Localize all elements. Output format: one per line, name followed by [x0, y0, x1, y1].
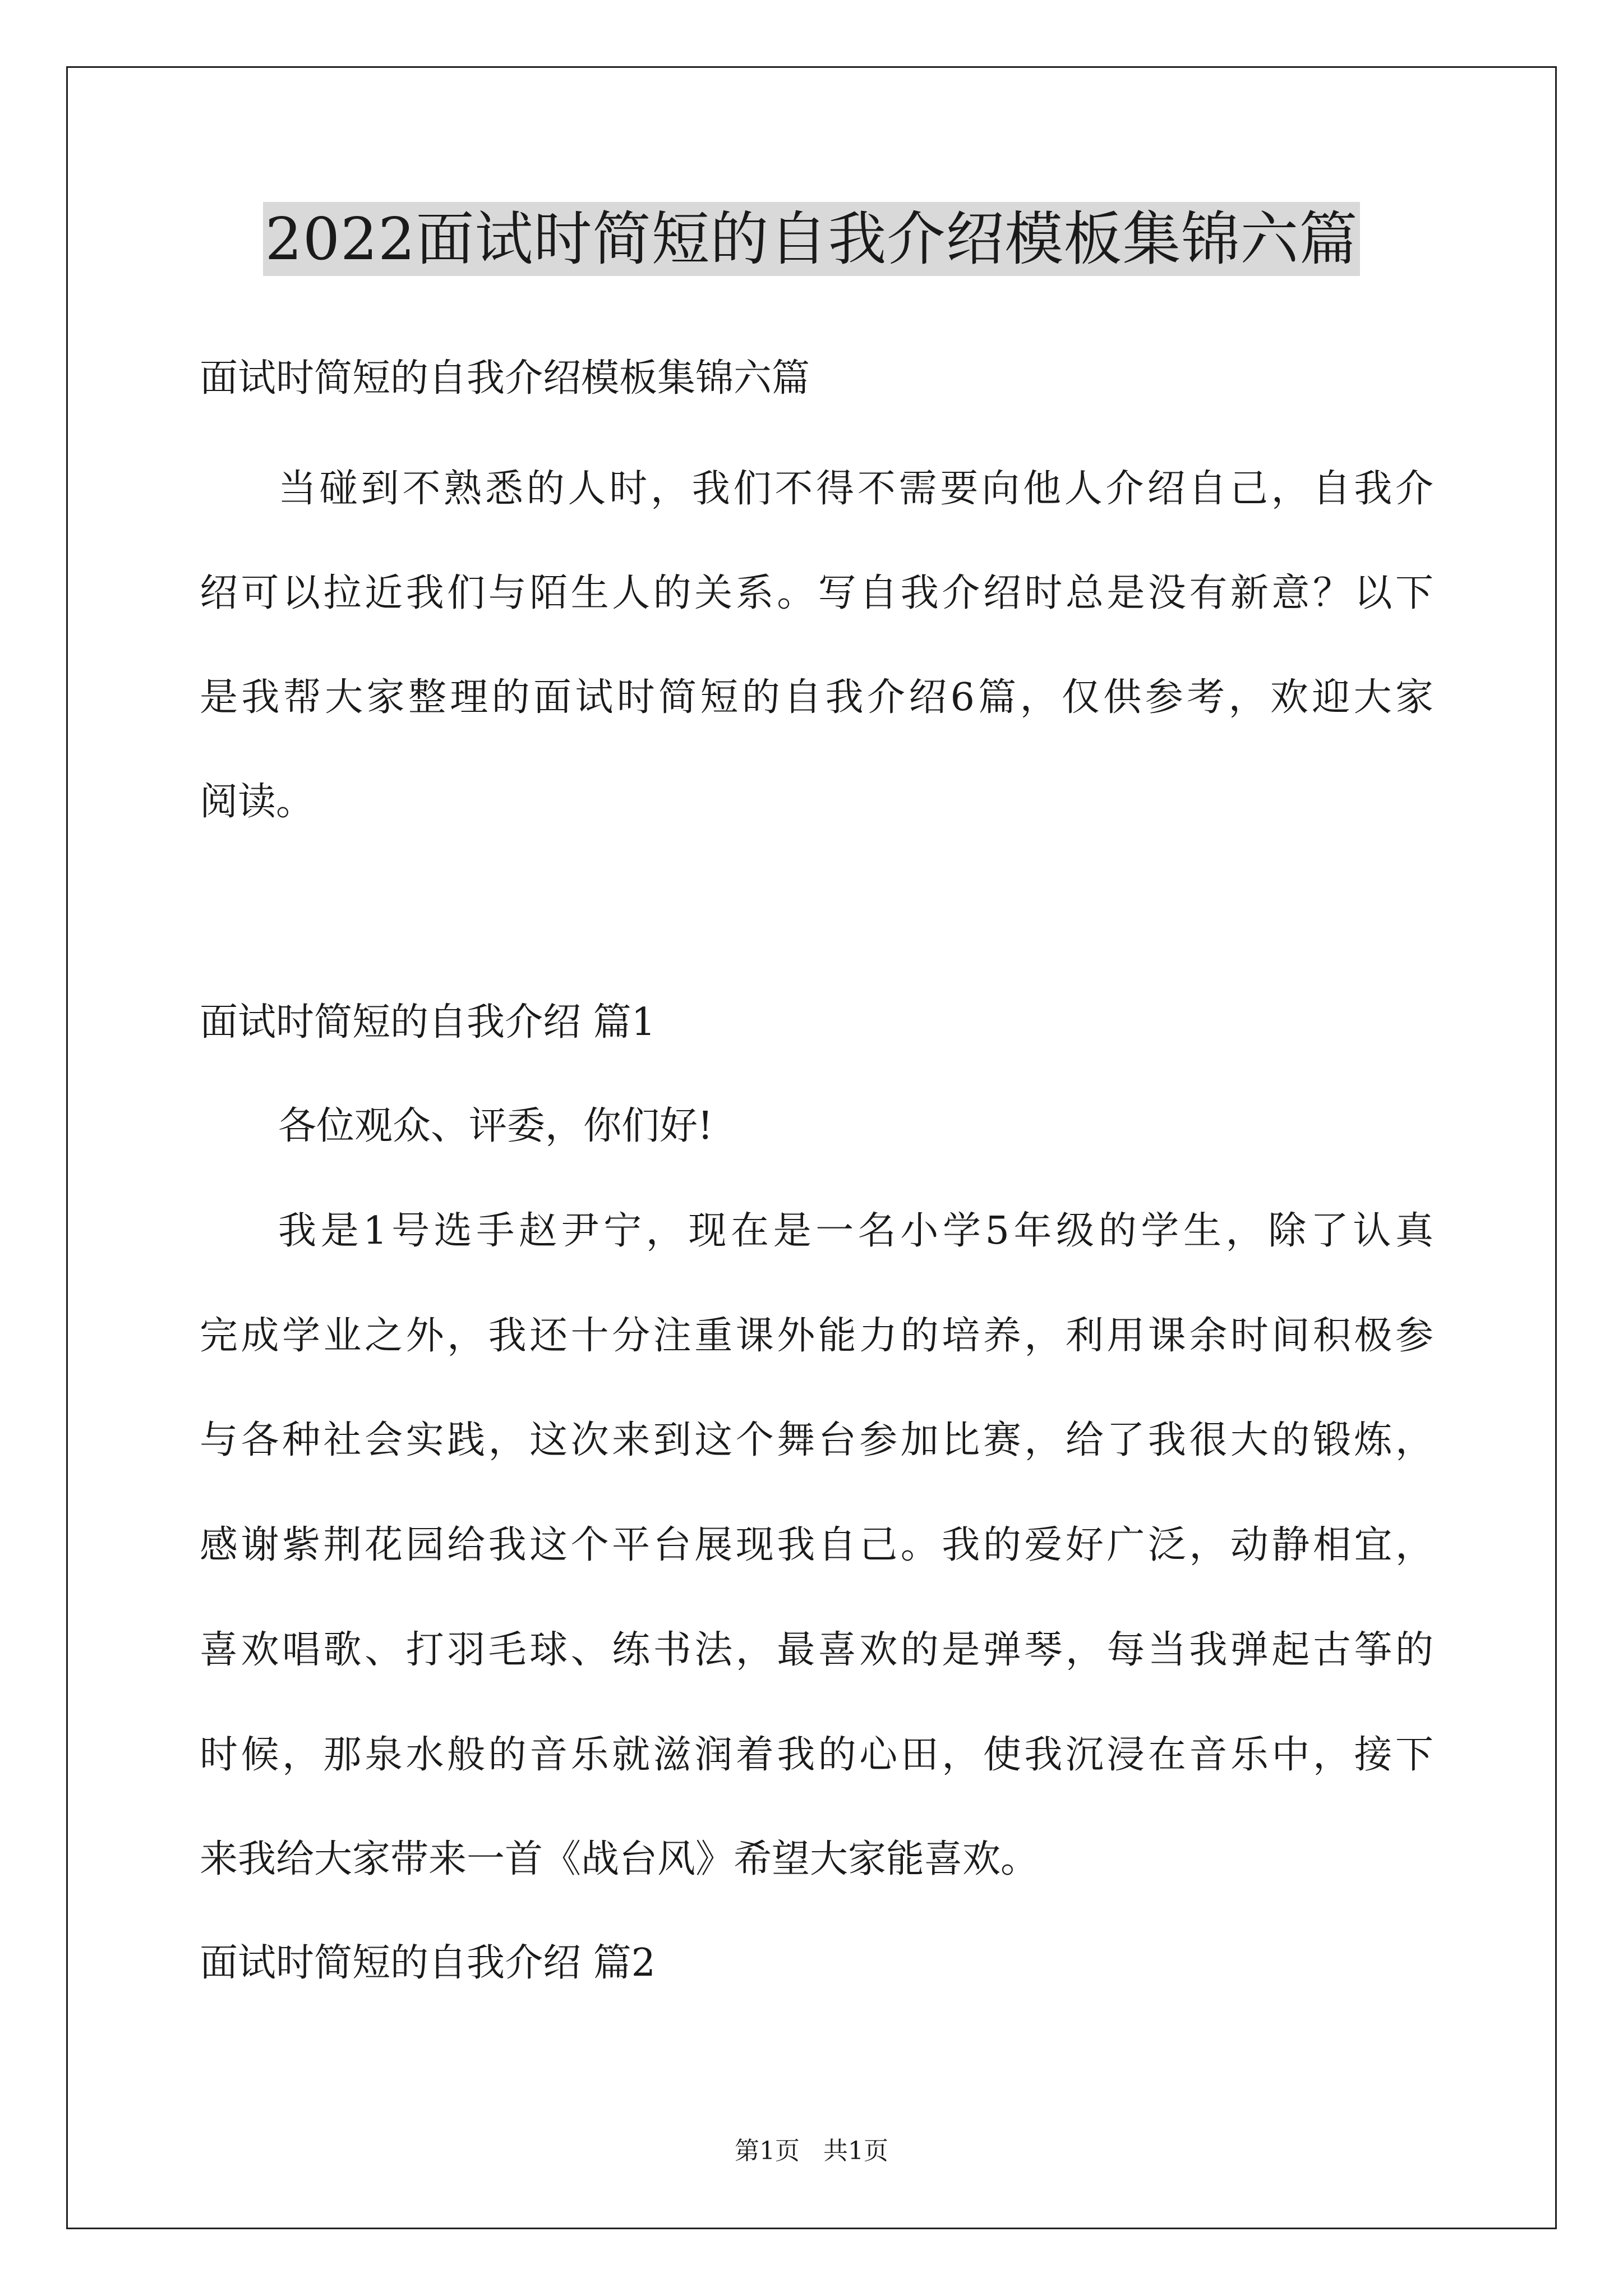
intro-line-3: 是我帮大家整理的面试时简短的自我介绍6篇，仅供参考，欢迎大家 [200, 675, 1433, 720]
section-1-heading: 面试时简短的自我介绍 篇1 [200, 1000, 656, 1045]
section-2-heading: 面试时简短的自我介绍 篇2 [200, 1941, 656, 1985]
intro-line-2: 绍可以拉近我们与陌生人的关系。写自我介绍时总是没有新意？以下 [200, 571, 1433, 615]
section-1-line-4: 感谢紫荆花园给我这个平台展现我自己。我的爱好广泛，动静相宜， [200, 1523, 1433, 1567]
section-1-line-2: 完成学业之外，我还十分注重课外能力的培养，利用课余时间积极参 [200, 1314, 1433, 1358]
document-subtitle: 面试时简短的自我介绍模板集锦六篇 [200, 356, 810, 401]
section-1-line-6: 时候，那泉水般的音乐就滋润着我的心田，使我沉浸在音乐中，接下 [200, 1733, 1433, 1777]
document-title: 2022面试时简短的自我介绍模板集锦六篇 [263, 202, 1361, 276]
section-1-line-1: 我是1号选手赵尹宁，现在是一名小学5年级的学生，除了认真 [278, 1209, 1433, 1253]
intro-line-4: 阅读。 [200, 780, 315, 824]
section-1-line-7: 来我给大家带来一首《战台风》希望大家能喜欢。 [200, 1837, 1039, 1881]
section-1-line-5: 喜欢唱歌、打羽毛球、练书法，最喜欢的是弹琴，每当我弹起古筝的 [200, 1628, 1433, 1672]
intro-line-1: 当碰到不熟悉的人时，我们不得不需要向他人介绍自己，自我介 [278, 467, 1433, 511]
section-1-greeting: 各位观众、评委，你们好! [278, 1104, 713, 1148]
section-1-line-3: 与各种社会实践，这次来到这个舞台参加比赛，给了我很大的锻炼， [200, 1418, 1433, 1462]
page-footer: 第1页 共1页 [735, 2137, 888, 2165]
title-container [0, 202, 1623, 276]
